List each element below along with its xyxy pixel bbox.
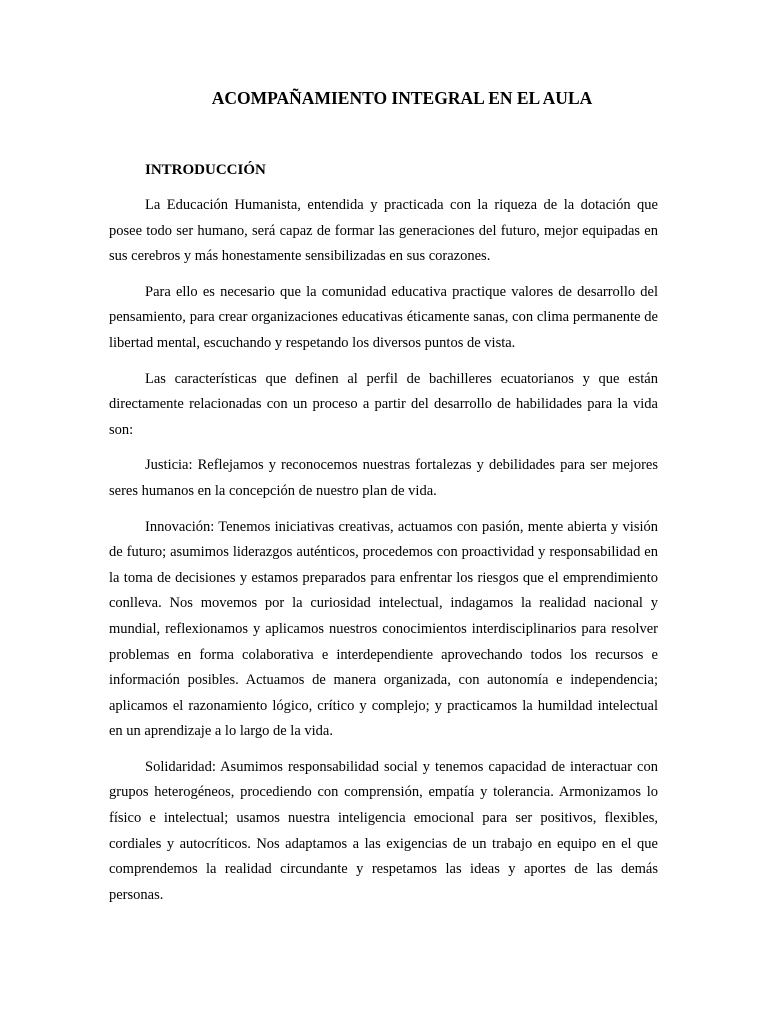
paragraph-solidaridad: Solidaridad: Asumimos responsabilidad social y tenemos capacidad de interactuar con grupos heterogéneos, procediendo con comprensión, empatía y tolerancia. Armonizamos lo físico e intelectual; usamos nuestra inteligencia emocional para ser positivos, flexibles, cordiales y autocríticos. Nos adaptamos a las exigencias de un trabajo en equipo en el que comprendemos la realidad circundante y respetamos las ideas y aportes de las demás personas. — [109, 758, 658, 903]
document-body — [109, 193, 658, 918]
paragraph-educacion-humanista: La Educación Humanista, entendida y practicada con la riqueza de la dotación que posee todo ser humano, será capaz de formar las generaciones del futuro, mejor equipadas en sus cerebros y más honestamente sensibilizadas en sus corazones. — [109, 197, 658, 265]
document-title: ACOMPAÑAMIENTO INTEGRAL EN EL AULA — [211, 88, 593, 108]
paragraph-justicia: Justicia: Reflejamos y reconocemos nuestras fortalezas y debilidades para ser mejores seres humanos en la concepción de nuestro plan de vida. — [109, 457, 658, 499]
paragraph-perfil-bachilleres: Las características que definen al perfil de bachilleres ecuatorianos y que están directamente relacionadas con un proceso a partir del desarrollo de habilidades para la vida son: — [109, 370, 658, 438]
paragraph-innovacion: Innovación: Tenemos iniciativas creativas, actuamos con pasión, mente abierta y visión de futuro; asumimos liderazgos auténticos, procedemos con proactividad y responsabilidad en la toma de decisiones y estamos preparados para enfrentar los riesgos que el emprendimiento conlleva. Nos movemos por la curiosidad intelectual, indagamos la realidad nacional y mundial, reflexionamos y aplicamos nuestros conocimientos interdisciplinarios para resolver problemas en forma colaborativa e interdependiente aprovechando todos los recursos e información posibles. Actuamos de manera organizada, con autonomía e independencia; aplicamos el razonamiento lógico, crítico y complejo; y practicamos la humildad intelectual en un aprendizaje a lo largo de la vida. — [109, 518, 658, 740]
paragraph-comunidad-educativa: Para ello es necesario que la comunidad educativa practique valores de desarrollo del pensamiento, para crear organizaciones educativas éticamente sanas, con clima permanente de libertad mental, escuchando y respetando los diversos puntos de vista. — [109, 283, 658, 351]
section-heading-introduccion: INTRODUCCIÓN — [145, 162, 266, 178]
